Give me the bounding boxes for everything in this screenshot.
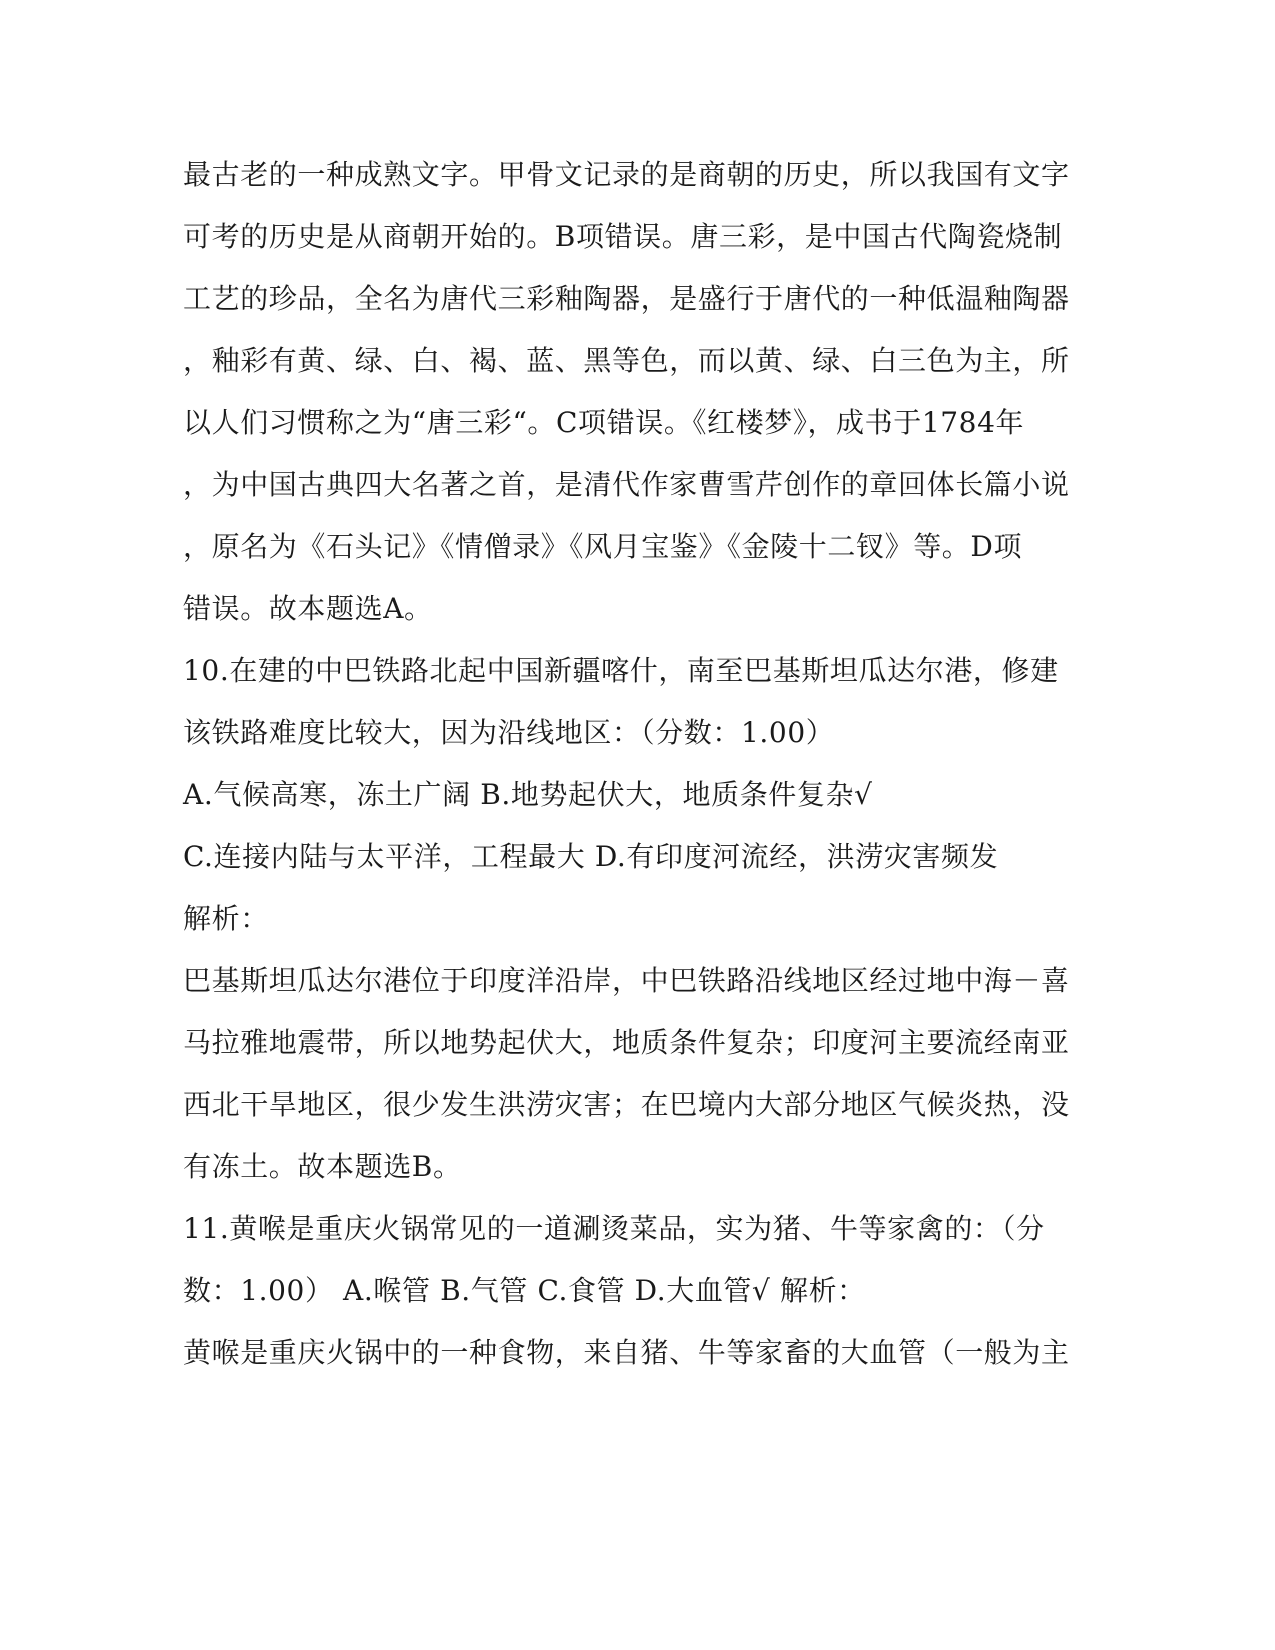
question-10-options: C.连接内陆与太平洋，工程最大 D.有印度河流经，洪涝灾害频发	[183, 840, 999, 873]
text-line: ，原名为《石头记》《情僧录》《风月宝鉴》《金陵十二钗》等。D项	[183, 530, 1023, 563]
text-line: ，为中国古典四大名著之首，是清代作家曹雪芹创作的章回体长篇小说	[183, 468, 1070, 501]
analysis-text: 黄喉是重庆火锅中的一种食物，来自猪、牛等家畜的大血管（一般为主	[183, 1336, 1070, 1369]
question-10-stem: 10.在建的中巴铁路北起中国新疆喀什，南至巴基斯坦瓜达尔港，修建	[183, 654, 1059, 687]
question-11-options: 数：1.00） A.喉管 B.气管 C.食管 D.大血管√ 解析：	[183, 1274, 866, 1307]
analysis-text: 马拉雅地震带，所以地势起伏大，地质条件复杂；印度河主要流经南亚	[183, 1026, 1070, 1059]
text-line: 错误。故本题选A。	[183, 592, 433, 625]
text-line: ，釉彩有黄、绿、白、褐、蓝、黑等色，而以黄、绿、白三色为主，所	[183, 344, 1070, 377]
analysis-label: 解析：	[183, 902, 269, 935]
text-line: 以人们习惯称之为“唐三彩“。C项错误。《红楼梦》，成书于1784年	[183, 406, 1025, 439]
text-line: 最古老的一种成熟文字。甲骨文记录的是商朝的历史，所以我国有文字	[183, 158, 1070, 191]
analysis-text: 巴基斯坦瓜达尔港位于印度洋沿岸，中巴铁路沿线地区经过地中海－喜	[183, 964, 1070, 997]
question-11-stem: 11.黄喉是重庆火锅常见的一道涮烫菜品，实为猪、牛等家禽的：（分	[183, 1212, 1045, 1245]
question-10-stem: 该铁路难度比较大，因为沿线地区：（分数：1.00）	[183, 716, 835, 749]
analysis-text: 有冻土。故本题选B。	[183, 1150, 462, 1183]
question-10-options: A.气候高寒，冻土广阔 B.地势起伏大，地质条件复杂√	[183, 778, 873, 811]
analysis-text: 西北干旱地区，很少发生洪涝灾害；在巴境内大部分地区气候炎热，没	[183, 1088, 1070, 1121]
text-line: 可考的历史是从商朝开始的。B项错误。唐三彩，是中国古代陶瓷烧制	[183, 220, 1063, 253]
text-line: 工艺的珍品，全名为唐代三彩釉陶器，是盛行于唐代的一种低温釉陶器	[183, 282, 1070, 315]
